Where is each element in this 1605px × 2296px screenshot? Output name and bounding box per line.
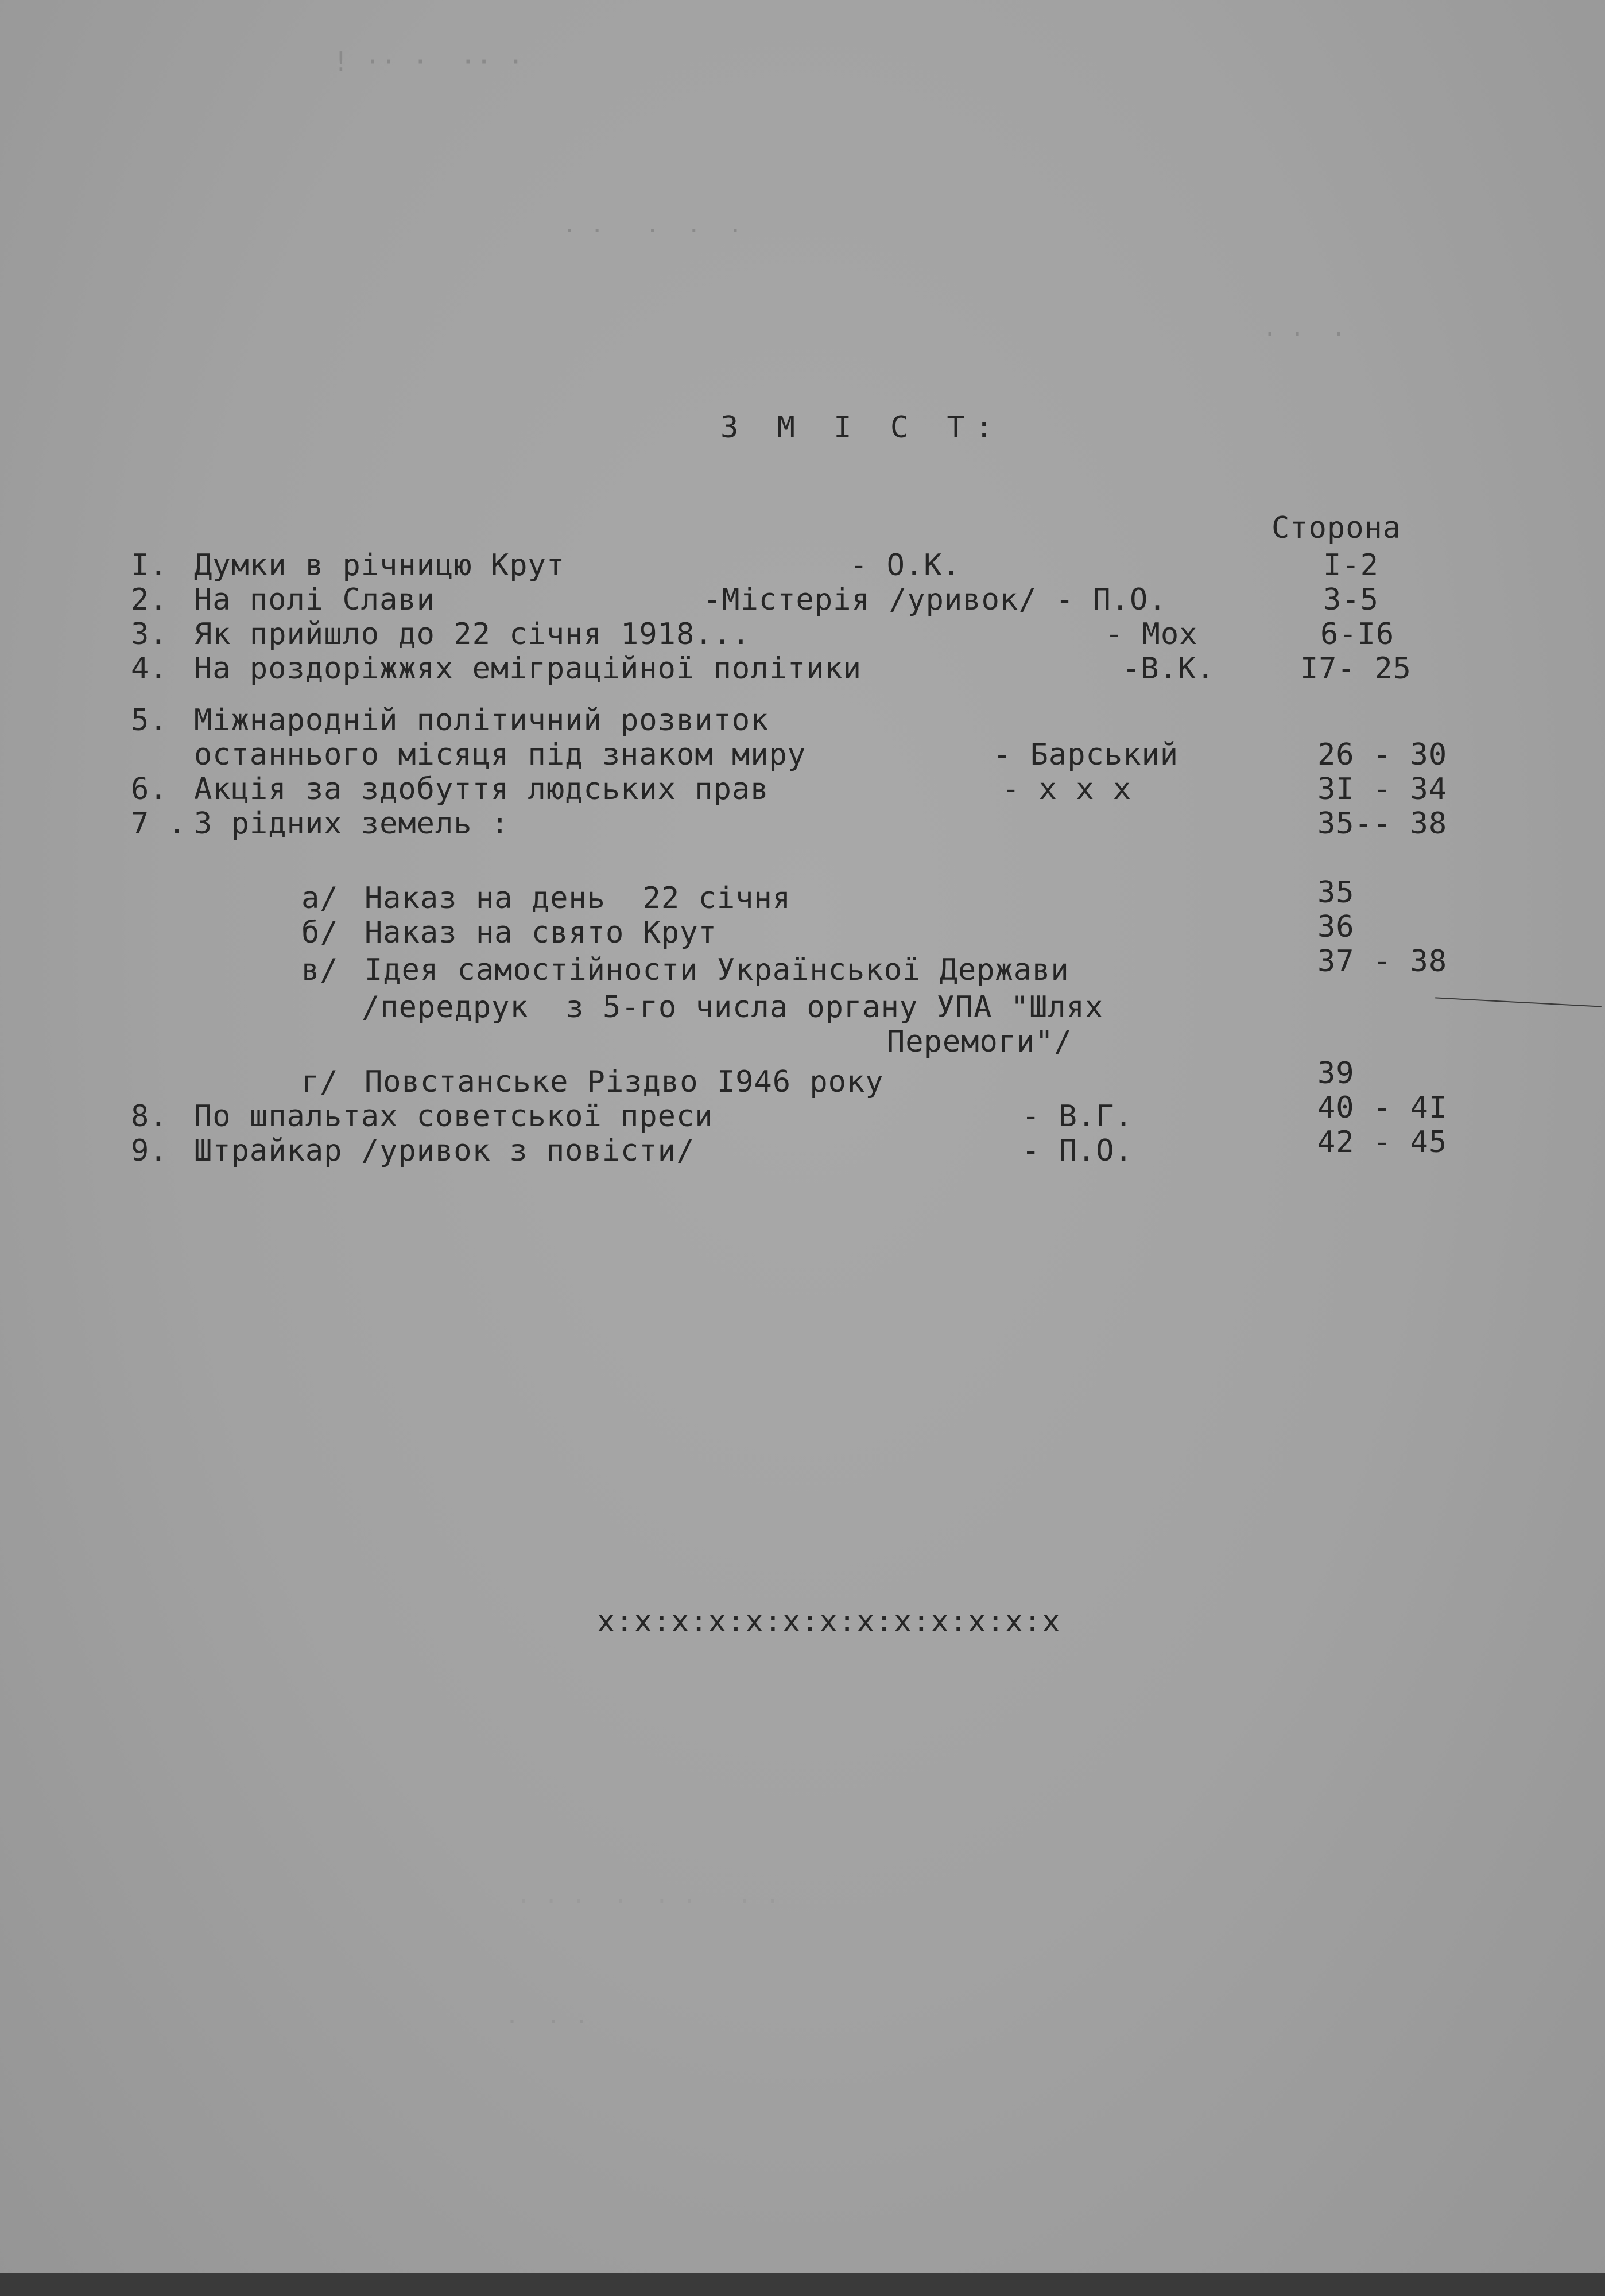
toc-title-continued: останнього місяця під знаком миру xyxy=(194,738,807,772)
toc-sub-pages: 35 xyxy=(1317,875,1355,910)
toc-pages: 3I - 34 xyxy=(1317,772,1448,806)
toc-sub-pages: 36 xyxy=(1317,910,1355,944)
bleed-through-mark: · · · xyxy=(505,2009,588,2035)
toc-sub-title: Повстанське Різдво I946 року xyxy=(365,1065,884,1099)
toc-title: З рідних земель : xyxy=(194,806,510,841)
toc-sub-label: б/ xyxy=(301,916,339,950)
toc-number: 7 . xyxy=(131,806,187,841)
toc-author: - О.К. xyxy=(850,548,961,583)
toc-pages: 42 - 45 xyxy=(1317,1125,1448,1159)
toc-number: 4. xyxy=(131,651,168,686)
toc-title: По шпальтах советської преси xyxy=(194,1099,714,1134)
toc-author: - П.О. xyxy=(1022,1134,1133,1168)
toc-title: Думки в річницю Крут xyxy=(194,548,565,583)
toc-sub-label: в/ xyxy=(301,953,339,987)
toc-title: На полі Слави xyxy=(194,583,435,617)
toc-number: 8. xyxy=(131,1099,168,1134)
toc-sub-title: Наказ на свято Крут xyxy=(365,916,717,950)
bleed-through-mark: ! ·· · ·· · xyxy=(333,46,524,77)
toc-title: Акція за здобуття людських прав xyxy=(194,772,769,806)
toc-sub-title: Наказ на день 22 січня xyxy=(365,881,792,916)
toc-number: 9. xyxy=(131,1134,168,1168)
toc-number: 2. xyxy=(131,583,168,617)
toc-title: На роздоріжжях еміграційної політики xyxy=(194,651,862,686)
closing-ornament: x:x:x:x:x:x:x:x:x:x:x:x:x xyxy=(597,1604,1061,1639)
toc-author: - В.Г. xyxy=(1022,1099,1133,1134)
toc-author: - Мох xyxy=(1105,617,1198,651)
toc-author: -В.К. xyxy=(1122,651,1215,686)
toc-title: Штрайкар /уривок з повісти/ xyxy=(194,1134,695,1168)
bleed-through-mark: · · · · · · · · xyxy=(517,1888,780,1915)
toc-number: I. xyxy=(131,548,168,583)
toc-author: - x x x xyxy=(1002,772,1132,806)
toc-title: Як прийшло до 22 січня 1918... xyxy=(194,617,751,651)
toc-number: 6. xyxy=(131,772,168,806)
margin-pen-stroke xyxy=(1435,997,1602,1007)
toc-title: Міжнародній політичний розвиток xyxy=(194,703,769,738)
toc-sub-label: а/ xyxy=(301,881,339,916)
scan-bottom-edge xyxy=(0,2273,1605,2296)
toc-author: - Барський xyxy=(993,738,1179,772)
toc-sub-title: Ідея самостійности Української Держави xyxy=(365,953,1069,987)
toc-sub-pages: 39 xyxy=(1317,1056,1355,1091)
toc-pages: I7- 25 xyxy=(1300,651,1412,686)
toc-pages: 3-5 xyxy=(1323,583,1379,617)
document-title: З М І С Т: xyxy=(720,410,1004,445)
toc-sub-title-continued: /передрук з 5-го числа органу УПА "Шлях xyxy=(362,990,1104,1025)
bleed-through-mark: · · · · · xyxy=(563,218,743,245)
toc-pages: 6-I6 xyxy=(1320,617,1395,651)
toc-number: 5. xyxy=(131,703,168,738)
toc-sub-pages: 37 - 38 xyxy=(1317,944,1448,979)
toc-sub-title-continued: Перемоги"/ xyxy=(887,1025,1073,1059)
toc-pages: 35-- 38 xyxy=(1317,806,1448,841)
bleed-through-mark: · · · xyxy=(1263,321,1346,348)
toc-sub-label: г/ xyxy=(301,1065,339,1099)
toc-pages: 40 - 4I xyxy=(1317,1091,1448,1125)
toc-author: -Містерія /уривок/ - П.О. xyxy=(703,583,1167,617)
toc-pages: 26 - 30 xyxy=(1317,738,1448,772)
toc-pages: I-2 xyxy=(1323,548,1379,583)
toc-number: 3. xyxy=(131,617,168,651)
page-column-header: Сторона xyxy=(1271,511,1402,545)
